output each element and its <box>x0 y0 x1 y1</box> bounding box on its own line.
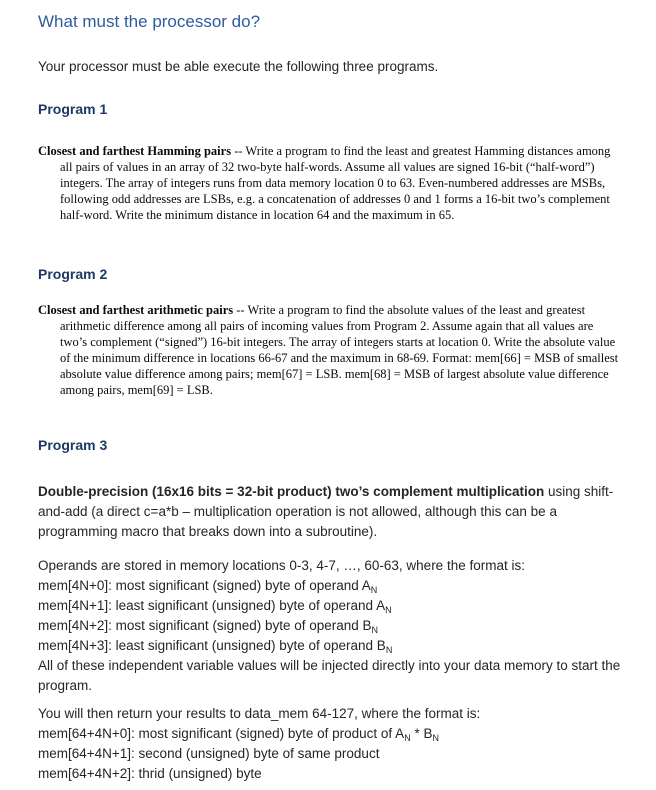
result-format-line-0-mid: * B <box>410 726 433 741</box>
program1-description-body: -- Write a program to find the least and greatest Hamming distances among all pairs of values in an array of 32 two-byte half-words. Assume all values are signed 16-bit (“half-word”) integers. The array of integers runs from data memory location 0 to 63. Even-numbered addresses are MSBs, following odd addresses are LSBs, e.g. a concatenation of addresses 0 and 1 forms a 16-bit two’s complement half-word. Write the minimum distance in location 64 and the maximum in 65. <box>60 144 611 222</box>
operand-subscript: N <box>385 645 393 655</box>
operand-format-block <box>38 556 622 696</box>
program1-heading: Program 1 <box>38 101 108 117</box>
operand-subscript: N <box>432 733 439 743</box>
operand-format-line-1 <box>38 596 622 616</box>
program3-description-body: using shift-and-add (a direct c=a*b – multiplication operation is not allowed, although this can be a programming macro that breaks down into a subroutine). <box>38 484 614 539</box>
result-format-intro: You will then return your results to data_mem 64-127, where the format is: <box>38 706 481 721</box>
operand-format-note: All of these independent variable values will be injected directly into your data memory to start the program. <box>38 658 621 693</box>
program2-description <box>38 302 622 398</box>
intro-text: Your processor must be able execute the following three programs. <box>38 59 439 74</box>
program2-heading: Program 2 <box>38 266 108 282</box>
operand-format-line-0 <box>38 576 622 596</box>
operand-format-line-2-text: mem[4N+2]: most significant (signed) byte of operand B <box>38 618 372 633</box>
program3-description-lead: Double-precision (16x16 bits = 32-bit product) two’s complement multiplication <box>38 484 545 499</box>
operand-format-line-3 <box>38 636 622 656</box>
program3-heading: Program 3 <box>38 437 108 453</box>
operand-subscript: N <box>404 733 411 743</box>
operand-subscript: N <box>370 585 378 595</box>
operand-subscript: N <box>385 605 392 615</box>
operand-format-line-2 <box>38 616 622 636</box>
result-format-line-0 <box>38 724 622 744</box>
program2-description-lead: Closest and farthest arithmetic pairs <box>38 303 234 317</box>
result-format-line-0-text: mem[64+4N+0]: most significant (signed) byte of product of A <box>38 726 405 741</box>
operand-format-line-3-text: mem[4N+3]: least significant (unsigned) byte of operand B <box>38 638 386 653</box>
page-title: What must the processor do? <box>38 12 261 31</box>
operand-subscript: N <box>371 625 379 635</box>
program3-description <box>38 482 622 542</box>
program1-description-lead: Closest and farthest Hamming pairs <box>38 144 232 158</box>
operand-format-intro: Operands are stored in memory locations 0-3, 4-7, …, 60-63, where the format is: <box>38 558 525 573</box>
result-format-line-2: mem[64+4N+2]: thrid (unsigned) byte <box>38 766 262 781</box>
result-format-block <box>38 704 622 784</box>
result-format-line-1: mem[64+4N+1]: second (unsigned) byte of same product <box>38 746 380 761</box>
program2-description-body: -- Write a program to find the absolute values of the least and greatest arithmetic difference among all pairs of incoming values from Program 2. Assume again that all values are two’s complement (“signed”) 16-bit integers. The array of integers starts at location 0. Write the absolute value of the minimum difference in locations 66-67 and the maximum in 68-69. Format: mem[66] = MSB of smallest absolute value difference among pairs; mem[67] = LSB. mem[68] = MSB of largest absolute value difference among pairs, mem[69] = LSB. <box>60 303 619 397</box>
operand-format-line-0-text: mem[4N+0]: most significant (signed) byte of operand A <box>38 578 371 593</box>
program1-description <box>38 143 622 223</box>
operand-format-line-1-text: mem[4N+1]: least significant (unsigned) byte of operand A <box>38 598 386 613</box>
